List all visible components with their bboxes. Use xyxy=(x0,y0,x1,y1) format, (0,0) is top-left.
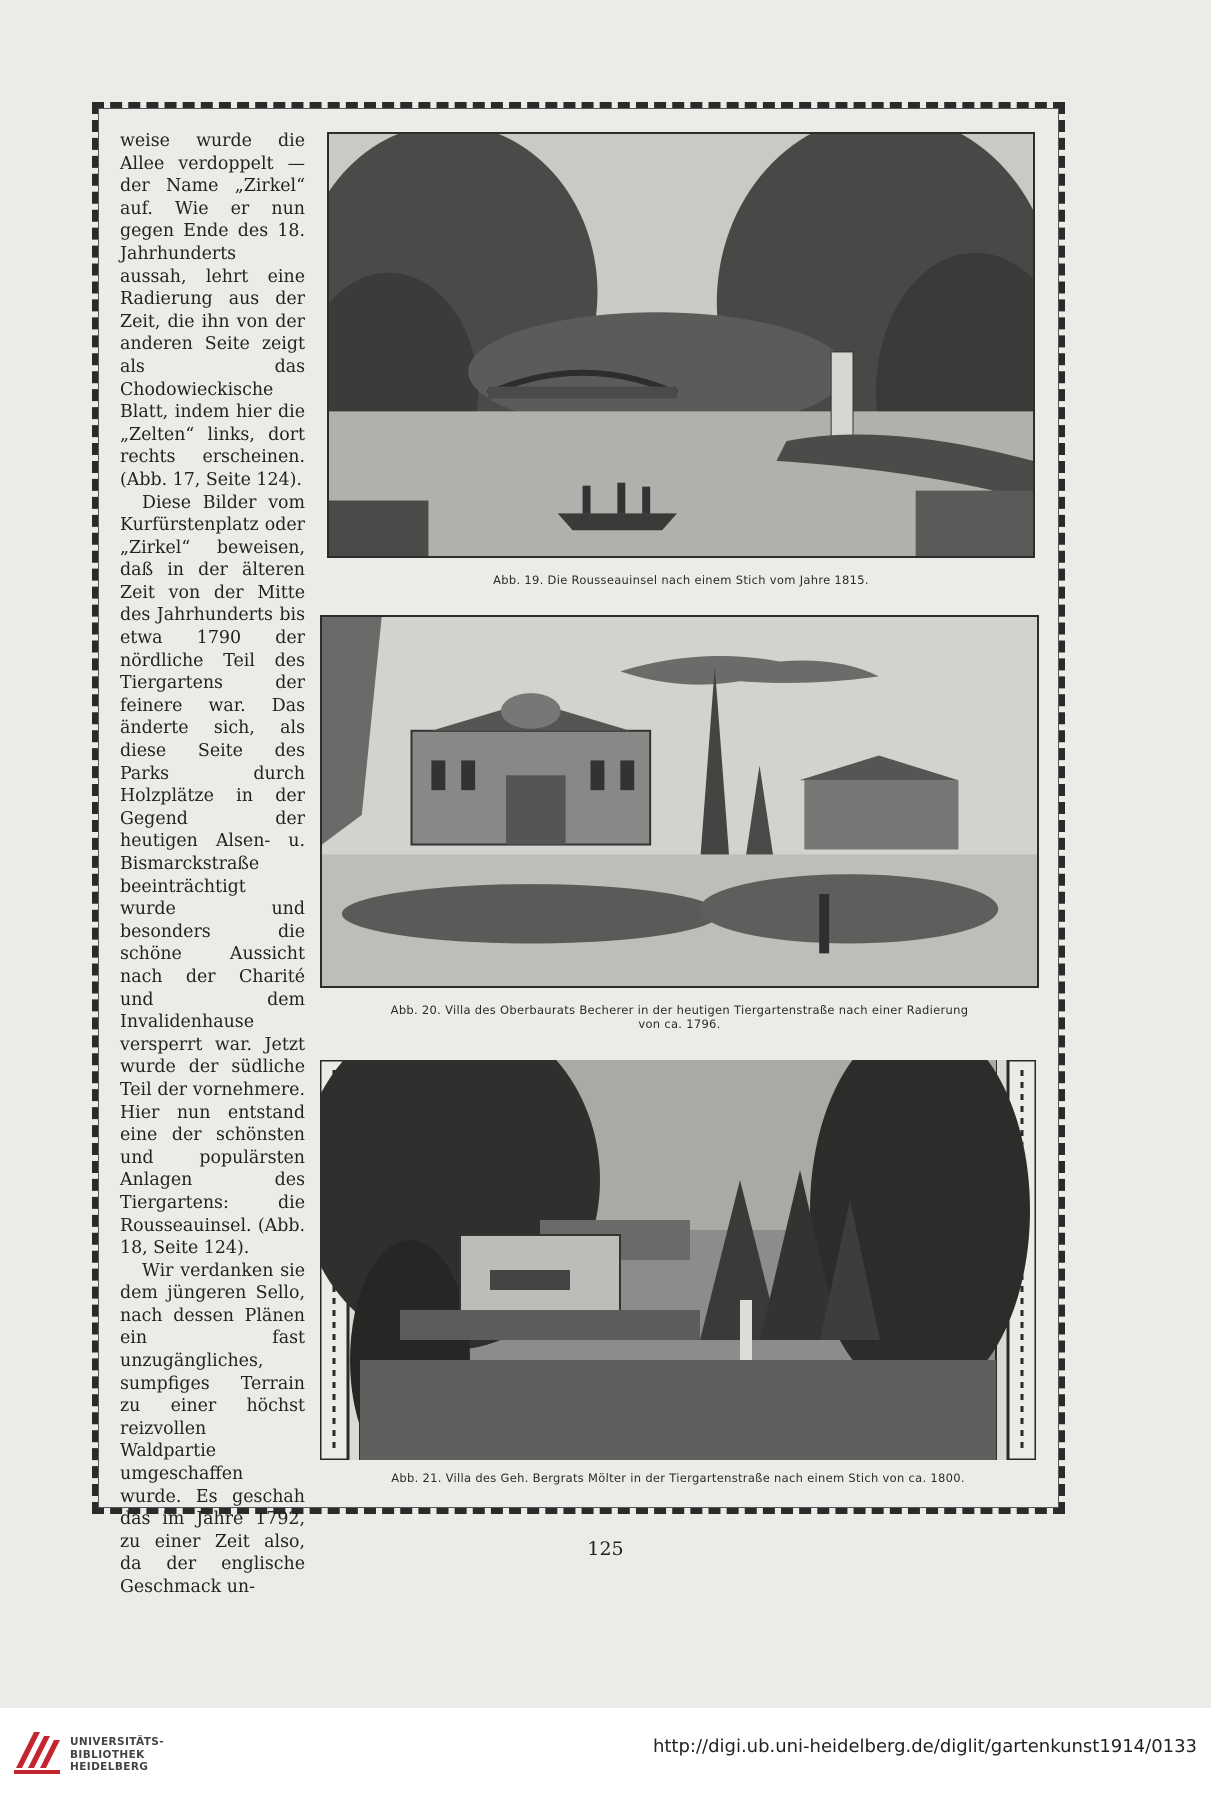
paragraph-1: weise wurde die Allee verdoppelt — der Name „Zirkel“ auf. Wie er nun gegen Ende des 18. Jahrhunderts aussah, lehrt eine Radierung aus der Zeit, die ihn von der anderen Seite zeigt als das Chodowieckische Blatt, indem hier die „Zelten“ links, dort rechts erscheinen. (Abb. 17, Seite 124). xyxy=(120,131,305,490)
library-name-line-3: HEIDELBERG xyxy=(70,1761,149,1773)
figure-20-etching xyxy=(320,615,1039,988)
university-library-logo-icon[interactable] xyxy=(10,1722,64,1778)
library-name[interactable] xyxy=(70,1736,164,1774)
figure-19-caption: Abb. 19. Die Rousseauinsel nach einem Stich vom Jahre 1815. xyxy=(493,573,869,587)
figure-20-caption xyxy=(320,1003,1039,1031)
library-name-line-2: BIBLIOTHEK xyxy=(70,1748,145,1761)
paragraph-3: Wir verdanken sie dem jüngeren Sello, nach dessen Plänen ein fast unzugängliches, sumpfiges Terrain zu einer höchst reizvollen Waldpartie umgeschaffen wurde. Es geschah das im Jahre 1792, zu einer Zeit also, da der englische Geschmack un- xyxy=(120,1260,305,1597)
digital-library-footer xyxy=(0,1708,1211,1797)
figure-21-print xyxy=(320,1060,1036,1460)
library-name-line-1: UNIVERSITÄTS- xyxy=(70,1736,165,1748)
source-url-link[interactable]: http://digi.ub.uni-heidelberg.de/diglit/gartenkunst1914/0133 xyxy=(652,1736,1197,1757)
page-number: 125 xyxy=(587,1538,624,1560)
figure-20-caption-line-2: von ca. 1796. xyxy=(638,1017,721,1031)
figure-21-caption: Abb. 21. Villa des Geh. Bergrats Mölter in der Tiergartenstraße nach einem Stich von ca. 1800. xyxy=(391,1471,965,1485)
body-text-column xyxy=(120,130,305,1599)
figure-20-caption-line-1: Abb. 20. Villa des Oberbaurats Becherer in der heutigen Tiergartenstraße nach einer Radierung xyxy=(390,1003,969,1017)
figure-19-engraving xyxy=(327,132,1035,558)
paragraph-2: Diese Bilder vom Kurfürstenplatz oder „Zirkel“ beweisen, daß in der älteren Zeit von der Mitte des Jahrhunderts bis etwa 1790 der nördliche Teil des Tiergartens der feinere war. Das änderte sich, als diese Seite des Parks durch Holzplätze in der Gegend der heutigen Alsen- u. Bismarckstraße beeinträchtigt wurde und besonders die schöne Aussicht nach der Charité und dem Invalidenhause versperrt war. Jetzt wurde der südliche Teil der vornehmere. Hier nun entstand eine der schönsten und populärsten Anlagen des Tiergartens: die Rousseauinsel. (Abb. 18, Seite 124). xyxy=(120,492,305,1259)
